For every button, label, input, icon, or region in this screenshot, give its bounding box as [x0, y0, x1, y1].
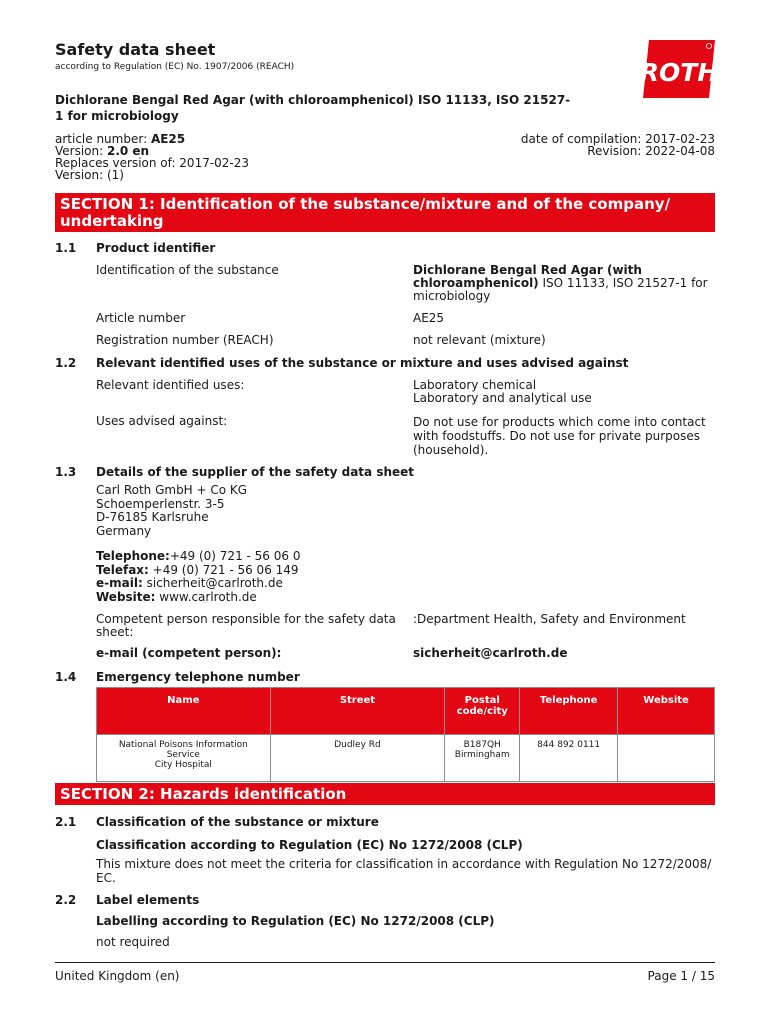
regulation-subtitle: according to Regulation (EC) No. 1907/2006 (REACH) [55, 62, 295, 72]
col-postal: Postal code/city [445, 688, 520, 735]
telefax-value: +49 (0) 721 - 56 06 149 [148, 562, 299, 577]
document-meta-left [55, 133, 249, 181]
article-number-row-value: AE25 [413, 311, 445, 325]
replaces-version: Replaces version of: 2017-02-23 [55, 156, 250, 170]
emergency-contacts-table [96, 687, 715, 782]
section-2-1-title: Classification of the substance or mixture [96, 815, 379, 829]
cell-postal: B187QH Birmingham [445, 735, 520, 782]
logo-text: ROTH [643, 58, 715, 87]
footer-divider [55, 962, 715, 963]
article-number-value: AE25 [150, 132, 186, 146]
roth-logo [643, 40, 715, 98]
section-1-1-number: 1.1 [55, 241, 77, 255]
section-1-1-title: Product identifier [96, 241, 216, 255]
document-meta-right [521, 133, 715, 157]
website-link[interactable]: www.carlroth.de [155, 589, 257, 604]
identification-value: Dichlorane Bengal Red Agar (with chloroamphenicol) ISO 11133, ISO 21527-1 for microbiology [413, 263, 708, 303]
section-2-2-number: 2.2 [55, 893, 77, 907]
section-2-header: SECTION 2: Hazards identification [55, 783, 715, 805]
compilation-date: date of compilation: 2017-02-23 [520, 132, 715, 146]
document-title: Safety data sheet [55, 40, 216, 59]
section-2-1-number: 2.1 [55, 815, 77, 829]
table-header-row [97, 688, 715, 735]
cell-telephone: 844 892 0111 [520, 735, 618, 782]
registration-value: not relevant (mixture) [413, 333, 546, 347]
article-number-label: article number: [55, 132, 151, 146]
version-value: 2.0 en [106, 144, 150, 158]
section-2-2-text: not required [96, 935, 170, 949]
supplier-address: Carl Roth GmbH + Co KG Schoemperlenstr. 3-5 D-76185 Karlsruhe Germany [96, 483, 248, 538]
section-1-4-number: 1.4 [55, 670, 77, 684]
footer-country: United Kingdom (en) [55, 969, 180, 983]
uses-against-value: Do not use for products which come into contact with foodstuffs. Do not use for private purposes (household). [413, 415, 706, 457]
version-label: Version: [55, 144, 107, 158]
col-website: Website [618, 688, 715, 735]
competent-email-label: e-mail (competent person): [96, 646, 282, 660]
cell-street: Dudley Rd [270, 735, 445, 782]
identification-label: Identification of the substance [96, 263, 279, 277]
section-2-1-subheading: Classification according to Regulation (EC) No 1272/2008 (CLP) [96, 838, 523, 852]
table-row [97, 735, 715, 782]
col-name: Name [97, 688, 271, 735]
section-1-2-number: 1.2 [55, 356, 77, 370]
competent-person-value: :Department Health, Safety and Environment [413, 612, 686, 626]
section-1-header: SECTION 1: Identification of the substance/mixture and of the company/ undertaking [55, 193, 715, 232]
competent-email-value[interactable]: sicherheit@carlroth.de [413, 646, 568, 660]
article-number-row-label: Article number [96, 311, 186, 325]
cell-website [618, 735, 715, 782]
uses-against-label: Uses advised against: [96, 414, 228, 428]
section-2-2-subheading: Labelling according to Regulation (EC) No 1272/2008 (CLP) [96, 914, 495, 928]
supplier-contacts: Telephone:+49 (0) 721 - 56 06 0 Telefax: +49 (0) 721 - 56 06 149 e-mail: sicherheit@carlroth.de Website: www.carlroth.de [96, 549, 301, 604]
registration-label: Registration number (REACH) [96, 333, 274, 347]
uses-value: Laboratory chemical Laboratory and analytical use [413, 378, 592, 405]
section-2-1-text: This mixture does not meet the criteria for classification in accordance with Regulation No 1272/2008/ EC. [96, 857, 712, 885]
competent-person-label: Competent person responsible for the safety data sheet: [96, 612, 396, 639]
replaces-version-number: Version: (1) [55, 168, 124, 182]
section-1-3-title: Details of the supplier of the safety data sheet [96, 465, 415, 479]
section-1-3-number: 1.3 [55, 465, 77, 479]
page-number: Page 1 / 15 [647, 969, 715, 983]
product-name: Dichlorane Bengal Red Agar (with chloroamphenicol) ISO 11133, ISO 21527-1 for microbiology [55, 93, 571, 123]
cell-name: National Poisons Information Service City Hospital [97, 735, 271, 782]
revision-date: Revision: 2022-04-08 [587, 144, 715, 158]
col-street: Street [270, 688, 445, 735]
uses-label: Relevant identified uses: [96, 378, 245, 392]
section-1-2-title: Relevant identified uses of the substance or mixture and uses advised against [96, 356, 629, 370]
col-telephone: Telephone [520, 688, 618, 735]
email-link[interactable]: sicherheit@carlroth.de [142, 576, 283, 590]
section-1-4-title: Emergency telephone number [96, 670, 300, 684]
section-2-2-title: Label elements [96, 893, 200, 907]
telephone-value: +49 (0) 721 - 56 06 0 [169, 549, 301, 563]
